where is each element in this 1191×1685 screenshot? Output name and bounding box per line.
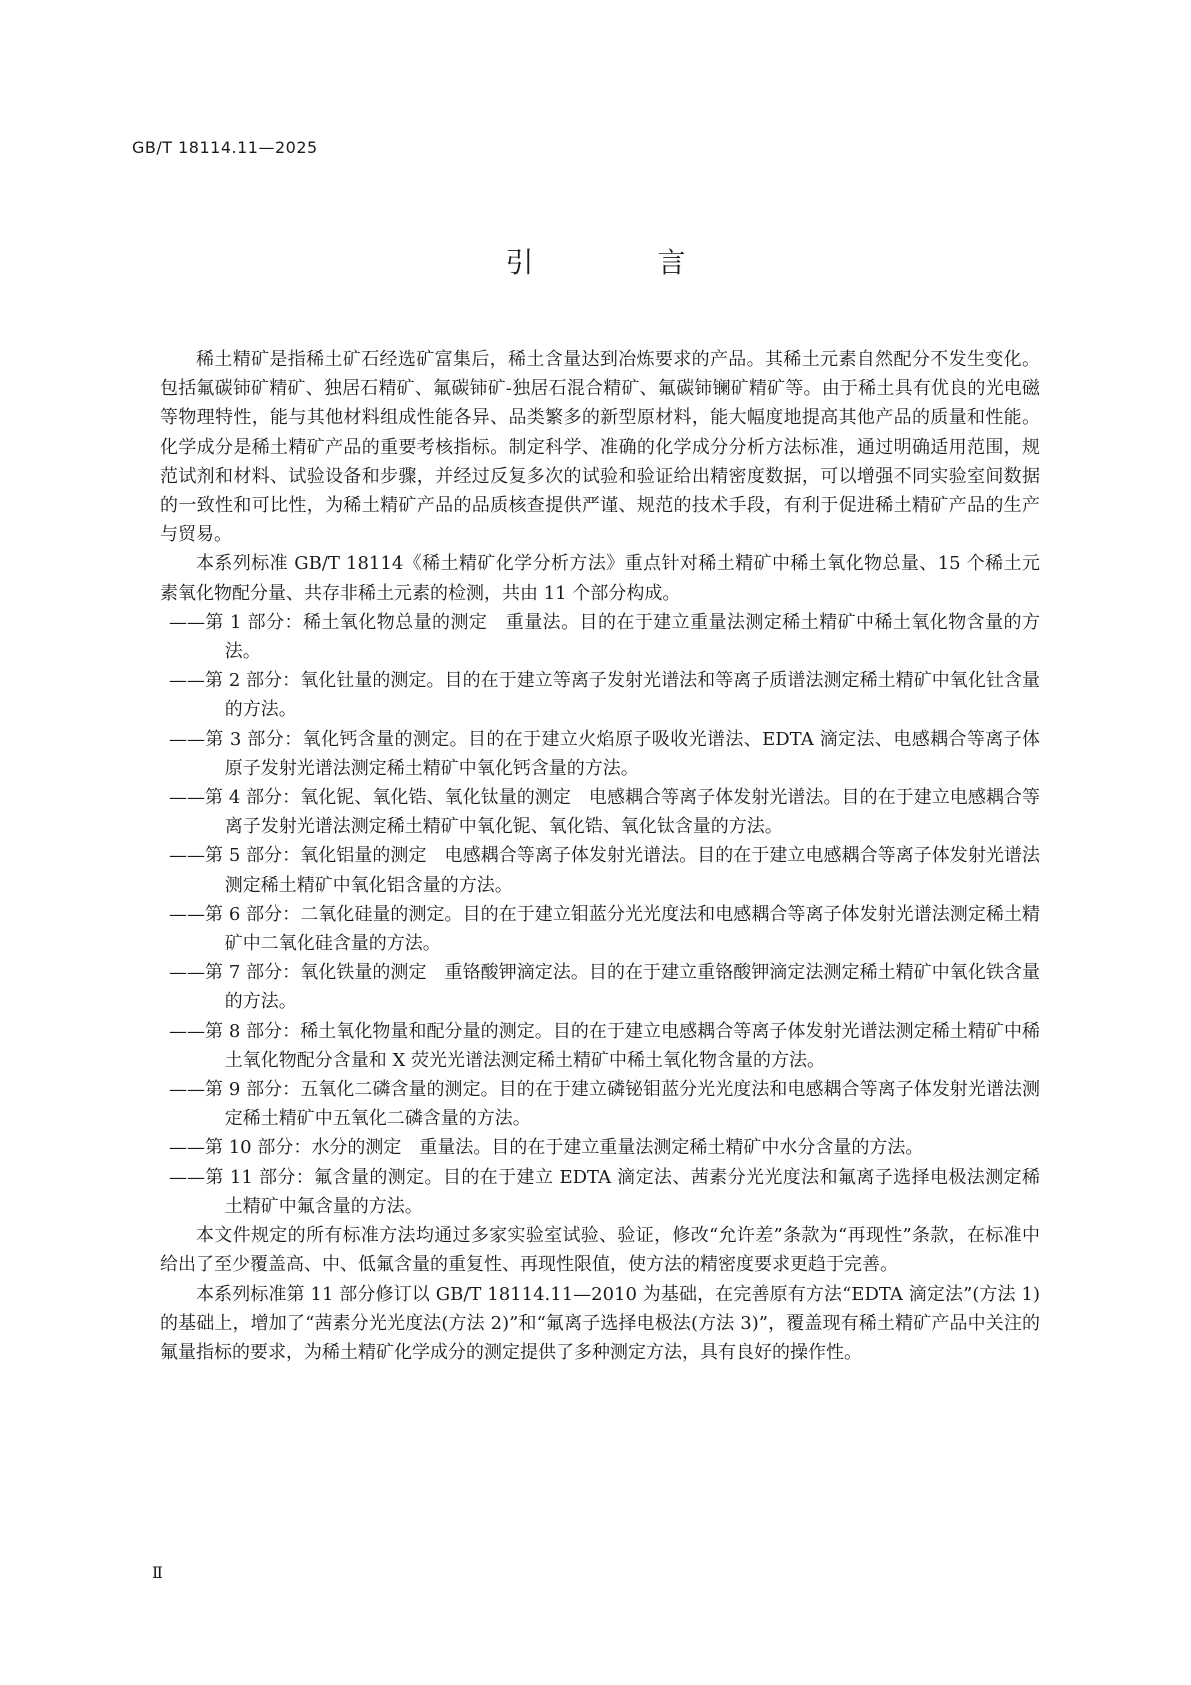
list-item: ——第 9 部分：五氧化二磷含量的测定。目的在于建立磷铋钼蓝分光光度法和电感耦合等离子体发射光谱法测定稀土精矿中五氧化二磷含量的方法。 [169,1079,1040,1130]
list-item: ——第 8 部分：稀土氧化物量和配分量的测定。目的在于建立电感耦合等离子体发射光谱法测定稀土精矿中稀土氧化物配分含量和 X 荧光光谱法测定稀土精矿中稀土氧化物含量的方法。 [169,1020,1040,1071]
list-item: ——第 1 部分：稀土氧化物总量的测定 重量法。目的在于建立重量法测定稀土精矿中稀土氧化物含量的方法。 [169,611,1040,663]
page-number: Ⅱ [152,1563,163,1582]
list-item: ——第 4 部分：氧化铌、氧化锆、氧化钛量的测定 电感耦合等离子体发射光谱法。目的在于建立电感耦合等离子发射光谱法测定稀土精矿中氧化铌、氧化锆、氧化钛含量的方法。 [169,787,1040,838]
list-item: ——第 6 部分：二氧化硅量的测定。目的在于建立钼蓝分光光度法和电感耦合等离子体发射光谱法测定稀土精矿中二氧化硅含量的方法。 [169,903,1040,955]
list-item: ——第 10 部分：水分的测定 重量法。目的在于建立重量法测定稀土精矿中水分含量的方法。 [169,1137,924,1159]
list-item: ——第 2 部分：氧化钍量的测定。目的在于建立等离子发射光谱法和等离子质谱法测定稀土精矿中氧化钍含量的方法。 [169,670,1040,721]
intro-paragraph-1: 稀土精矿是指稀土矿石经选矿富集后，稀土含量达到冶炼要求的产品。其稀土元素自然配分不发生变化。包括氟碳铈矿精矿、独居石精矿、氟碳铈矿-独居石混合精矿、氟碳铈镧矿精矿等。由于稀土具有优良的光电磁等物理特性，能与其他材料组成性能各异、品类繁多的新型原材料，能大幅度地提高其他产品的质量和性能。化学成分是稀土精矿产品的重要考核指标。制定科学、准确的化学成分分析方法标准，通过明确适用范围，规范试剂和材料、试验设备和步骤，并经过反复多次的试验和验证给出精密度数据，可以增强不同实验室间数据的一致性和可比性，为稀土精矿产品的品质核查提供严谨、规范的技术手段，有利于促进稀土精矿产品的生产与贸易。 [160,349,1040,546]
list-item: ——第 7 部分：氧化铁量的测定 重铬酸钾滴定法。目的在于建立重铬酸钾滴定法测定稀土精矿中氧化铁含量的方法。 [169,962,1040,1013]
list-item: ——第 5 部分：氧化铝量的测定 电感耦合等离子体发射光谱法。目的在于建立电感耦合等离子体发射光谱法测定稀土精矿中氧化铝含量的方法。 [169,845,1040,896]
closing-paragraph-2: 本系列标准第 11 部分修订以 GB/T 18114.11—2010 为基础，在完善原有方法“EDTA 滴定法”(方法 1)的基础上，增加了“茜素分光光度法(方法 2)”和“氟离子选择电极法(方法 3)”，覆盖现有稀土精矿产品中关注的氟量指标的要求，为稀土精矿化学成分的测定提供了多种测定方法，具有良好的操作性。 [160,1283,1040,1363]
page-title: 引 言 [505,246,734,279]
intro-paragraph-2: 本系列标准 GB/T 18114《稀土精矿化学分析方法》重点针对稀土精矿中稀土氧化物总量、15 个稀土元素氧化物配分量、共存非稀土元素的检测，共由 11 个部分构成。 [160,553,1040,604]
standard-code: GB/T 18114.11—2025 [132,138,318,157]
document-body [160,345,1040,1367]
list-item: ——第 11 部分：氟含量的测定。目的在于建立 EDTA 滴定法、茜素分光光度法和氟离子选择电极法测定稀土精矿中氟含量的方法。 [169,1166,1040,1217]
closing-paragraph-1: 本文件规定的所有标准方法均通过多家实验室试验、验证，修改“允许差”条款为“再现性”条款，在标准中给出了至少覆盖高、中、低氟含量的重复性、再现性限值，使方法的精密度要求更趋于完善。 [160,1225,1040,1276]
parts-list [160,608,1040,1221]
list-item: ——第 3 部分：氧化钙含量的测定。目的在于建立火焰原子吸收光谱法、EDTA 滴定法、电感耦合等离子体原子发射光谱法测定稀土精矿中氧化钙含量的方法。 [169,728,1040,779]
